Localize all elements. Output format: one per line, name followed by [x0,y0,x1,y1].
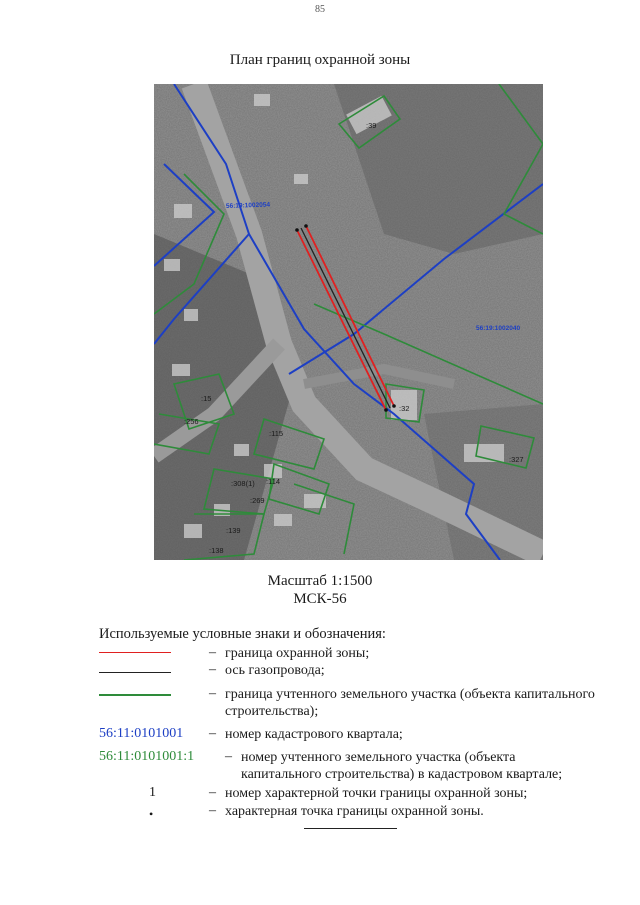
scale-text: Масштаб 1:1500 [267,573,373,589]
quarter-number-sample: 56:11:0101001 [99,726,184,741]
legend-item-point-number: 1 – номер характерной точки границы охранной зоны; [99,785,599,803]
map-image [154,84,543,560]
legend-title: Используемые условные знаки и обозначения: [99,626,386,642]
legend-item-parcel-boundary: – граница учтенного земельного участка (объекта капитального строительства); [99,686,599,726]
parcel-label-138: :138 [209,546,224,555]
parcel-label-15: :15 [201,394,212,403]
point-number-sample: 1 [149,785,156,800]
legend-item-zone-boundary: – граница охранной зоны; [99,645,599,662]
parcel-label-32: :32 [399,404,410,413]
red-line-symbol [99,652,171,653]
parcel-label-115: :115 [269,429,284,438]
parcel-label-269: :269 [250,496,265,505]
parcel-label-256: :256 [184,417,199,426]
quarter-label-b: 56:19:1002040 [476,325,521,332]
parcel-number-sample: 56:11:0101001:1 [99,749,195,764]
page-number: 85 [315,4,325,15]
green-line-symbol [99,694,171,696]
legend-item-quarter-number: 56:11:0101001 – номер кадастрового квартала; [99,726,403,742]
black-line-symbol [99,672,171,673]
parcel-label-308: :308(1) [231,479,255,488]
scale-block [0,572,640,608]
parcel-label-39: :39 [366,121,377,130]
legend [99,645,599,821]
legend-item-pipeline-axis: – ось газопровода; [99,662,599,686]
bottom-rule [304,828,397,829]
legend-item-parcel-number: 56:11:0101001:1 – номер учтенного земельного участка (объекта капитального строительства) в кадастровом квартале; [99,749,563,782]
parcel-label-327: :327 [509,455,524,464]
parcel-label-114: :114 [266,477,281,486]
legend-item-characteristic-point: • – характерная точка границы охранной зоны. [99,803,599,821]
quarter-label-a: 56:19:1002054 [225,201,271,210]
parcel-label-139: :139 [226,526,241,535]
page-title: План границ охранной зоны [229,52,411,68]
coord-system-text: МСК-56 [293,591,347,607]
point-dot-sample: • [149,807,154,821]
